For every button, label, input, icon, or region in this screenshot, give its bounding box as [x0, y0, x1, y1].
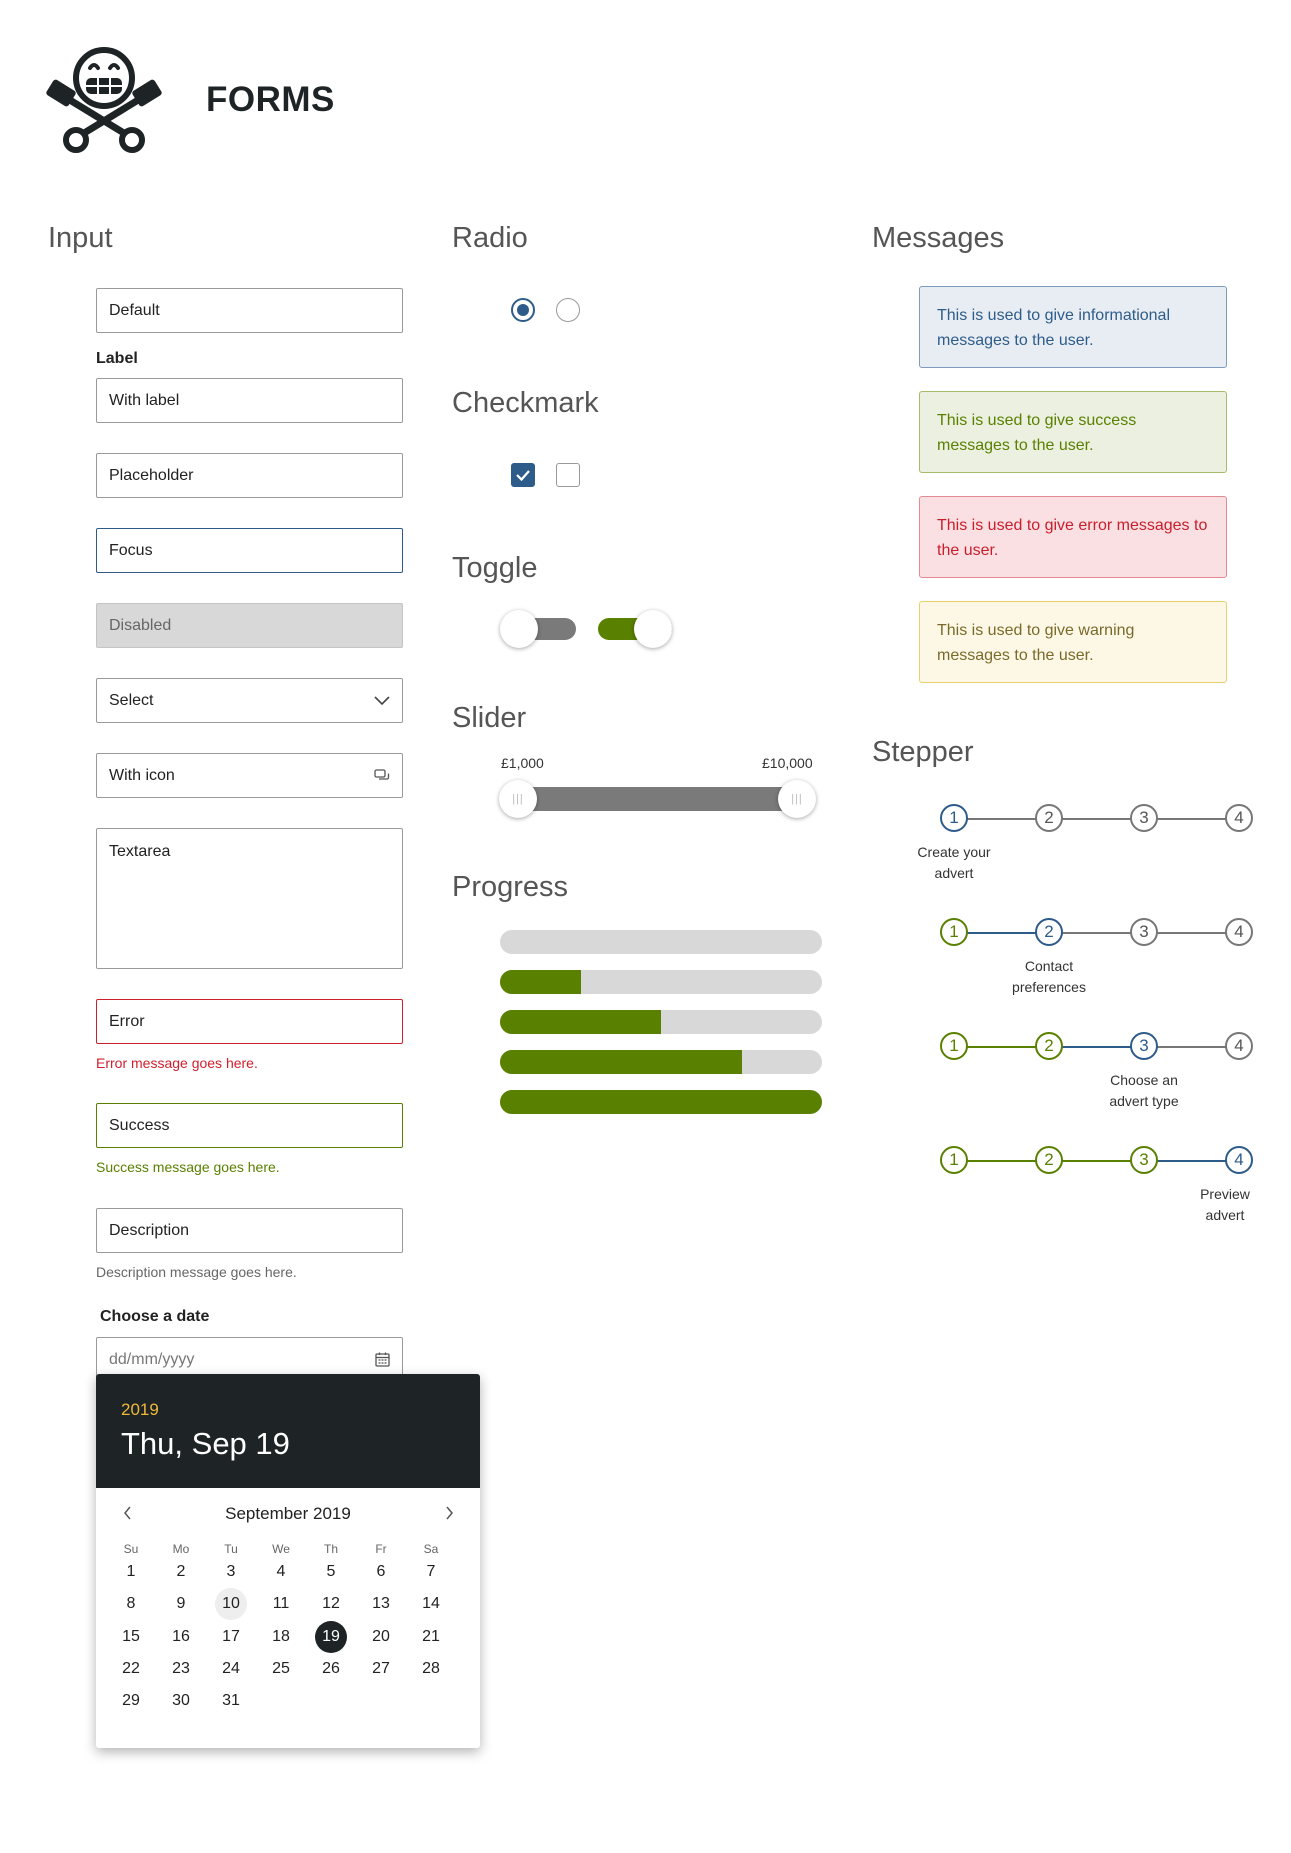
progress-fill [500, 970, 581, 994]
select-input-value: Select [109, 691, 154, 709]
checkmark-section-title: Checkmark [452, 387, 599, 419]
stepper-active-label: Choose an advert type [1109, 1072, 1179, 1109]
default-input-value: Default [109, 301, 160, 319]
progress-bar [500, 1090, 822, 1114]
stepper-step[interactable]: 2 [1035, 918, 1063, 946]
day-cell[interactable]: 5 [326, 1563, 336, 1580]
progress-fill [500, 1010, 661, 1034]
stepper-step[interactable]: 2 [1035, 804, 1063, 832]
slider-min-handle[interactable]: ||| [499, 780, 537, 818]
focus-input-value: Focus [109, 541, 153, 559]
textarea[interactable] [96, 828, 403, 969]
day-cell[interactable]: 16 [172, 1627, 190, 1645]
day-cell[interactable]: 24 [222, 1659, 240, 1677]
stepper-active-label: Create your advert [917, 844, 991, 881]
stepper-step[interactable]: 3 [1130, 804, 1158, 832]
next-month-button[interactable] [434, 1498, 464, 1528]
stepper-step[interactable]: 2 [1035, 1146, 1063, 1174]
stepper-section-title: Stepper [872, 736, 974, 768]
datepicker-selected-date: Thu, Sep 19 [121, 1426, 290, 1461]
slider-min-label: £1,000 [501, 755, 544, 771]
description-message: Description message goes here. [96, 1264, 297, 1280]
day-cell[interactable]: 17 [222, 1627, 240, 1645]
chat-icon[interactable] [374, 769, 390, 783]
toggle-off-knob [500, 610, 538, 648]
weekday-label: Sa [423, 1542, 439, 1556]
day-cell[interactable]: 11 [272, 1595, 290, 1613]
stepper-step[interactable]: 4 [1225, 804, 1253, 832]
messages-section-title: Messages [872, 222, 1005, 254]
day-cell[interactable]: 31 [222, 1692, 240, 1710]
success-alert: This is used to give success messages to the user. [919, 391, 1227, 473]
logo-icon [46, 46, 162, 154]
day-selected[interactable]: 19 [315, 1621, 347, 1653]
checkbox-unchecked[interactable] [556, 463, 580, 487]
radio-section-title: Radio [452, 222, 528, 254]
input-label: Label [96, 350, 138, 367]
warning-alert: This is used to give warning messages to the user. [919, 601, 1227, 683]
stepper-step[interactable]: 2 [1035, 1032, 1063, 1060]
page-title: FORMS [206, 80, 335, 119]
day-cell[interactable]: 14 [422, 1595, 440, 1613]
disabled-input-value: Disabled [109, 616, 172, 634]
progress-bar [500, 1010, 822, 1034]
day-cell[interactable]: 7 [426, 1563, 436, 1580]
weekday-label: Su [123, 1542, 139, 1556]
success-message: Success message goes here. [96, 1159, 280, 1175]
day-cell[interactable]: 2 [176, 1563, 186, 1580]
error-input-value: Error [109, 1012, 145, 1030]
select-input[interactable] [96, 678, 403, 723]
date-label: Choose a date [100, 1308, 210, 1325]
focus-input[interactable] [96, 528, 403, 573]
weekday-label: Mo [172, 1542, 190, 1556]
stepper-step[interactable]: 1 [940, 1032, 968, 1060]
toggle-section-title: Toggle [452, 552, 538, 584]
progress-fill [500, 1050, 742, 1074]
progress-section-title: Progress [452, 871, 569, 903]
input-section-title: Input [48, 222, 113, 254]
radio-unchecked[interactable] [556, 298, 580, 322]
stepper-active-label: Preview advert [1200, 1186, 1250, 1223]
day-cell[interactable]: 26 [322, 1659, 340, 1677]
stepper-step[interactable]: 4 [1225, 1032, 1253, 1060]
progress-bar [500, 970, 822, 994]
toggle-on-knob [634, 610, 672, 648]
day-cell[interactable]: 6 [376, 1563, 386, 1580]
stepper-step[interactable]: 1 [940, 1146, 968, 1174]
error-input[interactable] [96, 999, 403, 1044]
disabled-input [96, 603, 403, 648]
weekday-label: Fr [375, 1542, 387, 1556]
placeholder-input[interactable] [96, 453, 403, 498]
success-input-value: Success [109, 1116, 170, 1134]
day-cell[interactable]: 12 [322, 1595, 340, 1613]
datepicker-header [96, 1374, 480, 1488]
stepper-step[interactable]: 3 [1130, 918, 1158, 946]
day-cell[interactable]: 15 [122, 1627, 140, 1645]
labelled-input[interactable] [96, 378, 403, 423]
chevron-right-icon [445, 1506, 454, 1520]
day-cell[interactable]: 25 [272, 1659, 290, 1677]
day-cell[interactable]: 1 [126, 1563, 136, 1580]
success-input[interactable] [96, 1103, 403, 1148]
day-cell[interactable]: 10 [215, 1588, 247, 1620]
slider-track[interactable] [515, 787, 793, 811]
stepper-step[interactable]: 1 [940, 918, 968, 946]
slider-max-handle[interactable]: ||| [778, 780, 816, 818]
textarea-value: Textarea [109, 843, 171, 860]
radio-checked[interactable] [511, 298, 535, 322]
description-input-value: Description [109, 1221, 190, 1239]
day-cell[interactable]: 29 [122, 1692, 140, 1710]
info-message: This is used to give informational messages to the user. [919, 286, 1227, 368]
datepicker-month: September 2019 [225, 1504, 351, 1523]
calendar-icon[interactable] [375, 1352, 390, 1367]
with-icon-input-value: With icon [109, 766, 175, 784]
day-cell[interactable]: 13 [372, 1595, 390, 1613]
day-cell[interactable]: 21 [422, 1627, 440, 1645]
day-cell[interactable]: 23 [172, 1659, 190, 1677]
date-input-placeholder: dd/mm/yyyy [109, 1350, 195, 1368]
description-input[interactable] [96, 1208, 403, 1253]
slider-max-label: £10,000 [762, 755, 813, 771]
stepper-step[interactable]: 1 [940, 804, 968, 832]
error-alert: This is used to give error messages to the user. [919, 496, 1227, 578]
day-cell[interactable]: 20 [372, 1627, 390, 1645]
day-cell[interactable]: 3 [226, 1563, 236, 1580]
datepicker-year[interactable]: 2019 [121, 1400, 159, 1419]
stepper-step[interactable]: 3 [1130, 1146, 1158, 1174]
weekday-label: We [272, 1542, 290, 1556]
weekday-label: Tu [224, 1542, 238, 1556]
day-cell[interactable]: 4 [276, 1563, 286, 1580]
progress-fill [500, 1090, 822, 1114]
day-cell[interactable]: 30 [172, 1692, 190, 1710]
stepper-step[interactable]: 4 [1225, 1146, 1253, 1174]
day-cell[interactable]: 18 [272, 1627, 290, 1645]
stepper-step[interactable]: 3 [1130, 1032, 1158, 1060]
checkbox-checked[interactable] [511, 463, 535, 487]
checkmark-icon [512, 464, 534, 486]
chevron-down-icon [374, 696, 390, 706]
progress-bar [500, 930, 822, 954]
labelled-input-value: With label [109, 391, 180, 409]
day-cell[interactable]: 8 [126, 1595, 136, 1613]
day-cell[interactable]: 9 [176, 1595, 186, 1613]
day-cell[interactable]: 27 [372, 1659, 390, 1677]
default-input[interactable] [96, 288, 403, 333]
weekday-label: Th [323, 1542, 338, 1556]
stepper-active-label: Contact preferences [1012, 958, 1086, 995]
slider-section-title: Slider [452, 702, 527, 734]
progress-bar [500, 1050, 822, 1074]
with-icon-input[interactable] [96, 753, 403, 798]
placeholder-input-text: Placeholder [109, 466, 194, 484]
error-message: Error message goes here. [96, 1055, 258, 1071]
datepicker [96, 1374, 480, 1748]
day-cell[interactable]: 22 [122, 1659, 140, 1677]
stepper-step[interactable]: 4 [1225, 918, 1253, 946]
day-cell[interactable]: 28 [422, 1659, 440, 1677]
